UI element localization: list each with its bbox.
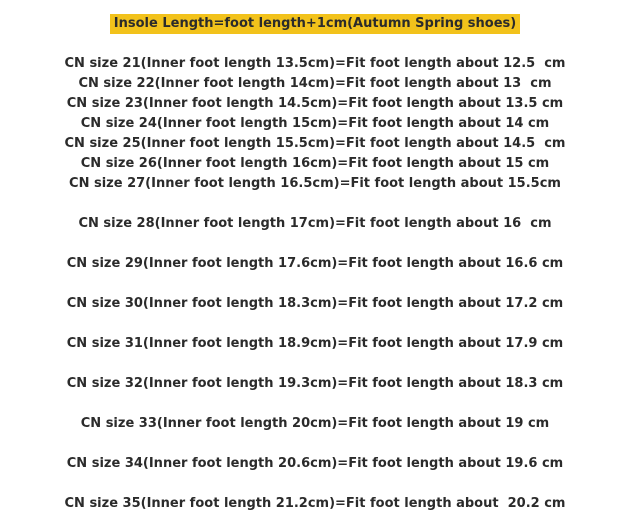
title-wrapper (0, 12, 630, 34)
size-line: CN size 28(Inner foot length 17cm)=Fit foot length about 16 cm (78, 216, 552, 231)
size-line: CN size 21(Inner foot length 13.5cm)=Fit foot length about 12.5 cm (64, 56, 566, 71)
size-line: CN size 26(Inner foot length 16cm)=Fit foot length about 15 cm (80, 156, 550, 171)
size-line: CN size 25(Inner foot length 15.5cm)=Fit foot length about 14.5 cm (64, 136, 566, 151)
size-line: CN size 34(Inner foot length 20.6cm)=Fit foot length about 19.6 cm (66, 456, 564, 471)
chart-title: Insole Length=foot length+1cm(Autumn Spring shoes) (110, 14, 520, 34)
size-line: CN size 30(Inner foot length 18.3cm)=Fit foot length about 17.2 cm (66, 296, 564, 311)
size-line: CN size 27(Inner foot length 16.5cm)=Fit foot length about 15.5cm (69, 176, 561, 191)
size-line: CN size 35(Inner foot length 21.2cm)=Fit foot length about 20.2 cm (64, 496, 566, 511)
size-line: CN size 24(Inner foot length 15cm)=Fit foot length about 14 cm (80, 116, 550, 131)
size-line: CN size 31(Inner foot length 18.9cm)=Fit foot length about 17.9 cm (66, 336, 564, 351)
size-line: CN size 33(Inner foot length 20cm)=Fit foot length about 19 cm (80, 416, 550, 431)
size-line: CN size 22(Inner foot length 14cm)=Fit foot length about 13 cm (78, 76, 552, 91)
size-line: CN size 32(Inner foot length 19.3cm)=Fit foot length about 18.3 cm (66, 376, 564, 391)
size-line: CN size 29(Inner foot length 17.6cm)=Fit foot length about 16.6 cm (66, 256, 564, 271)
size-line: CN size 23(Inner foot length 14.5cm)=Fit foot length about 13.5 cm (66, 96, 564, 111)
